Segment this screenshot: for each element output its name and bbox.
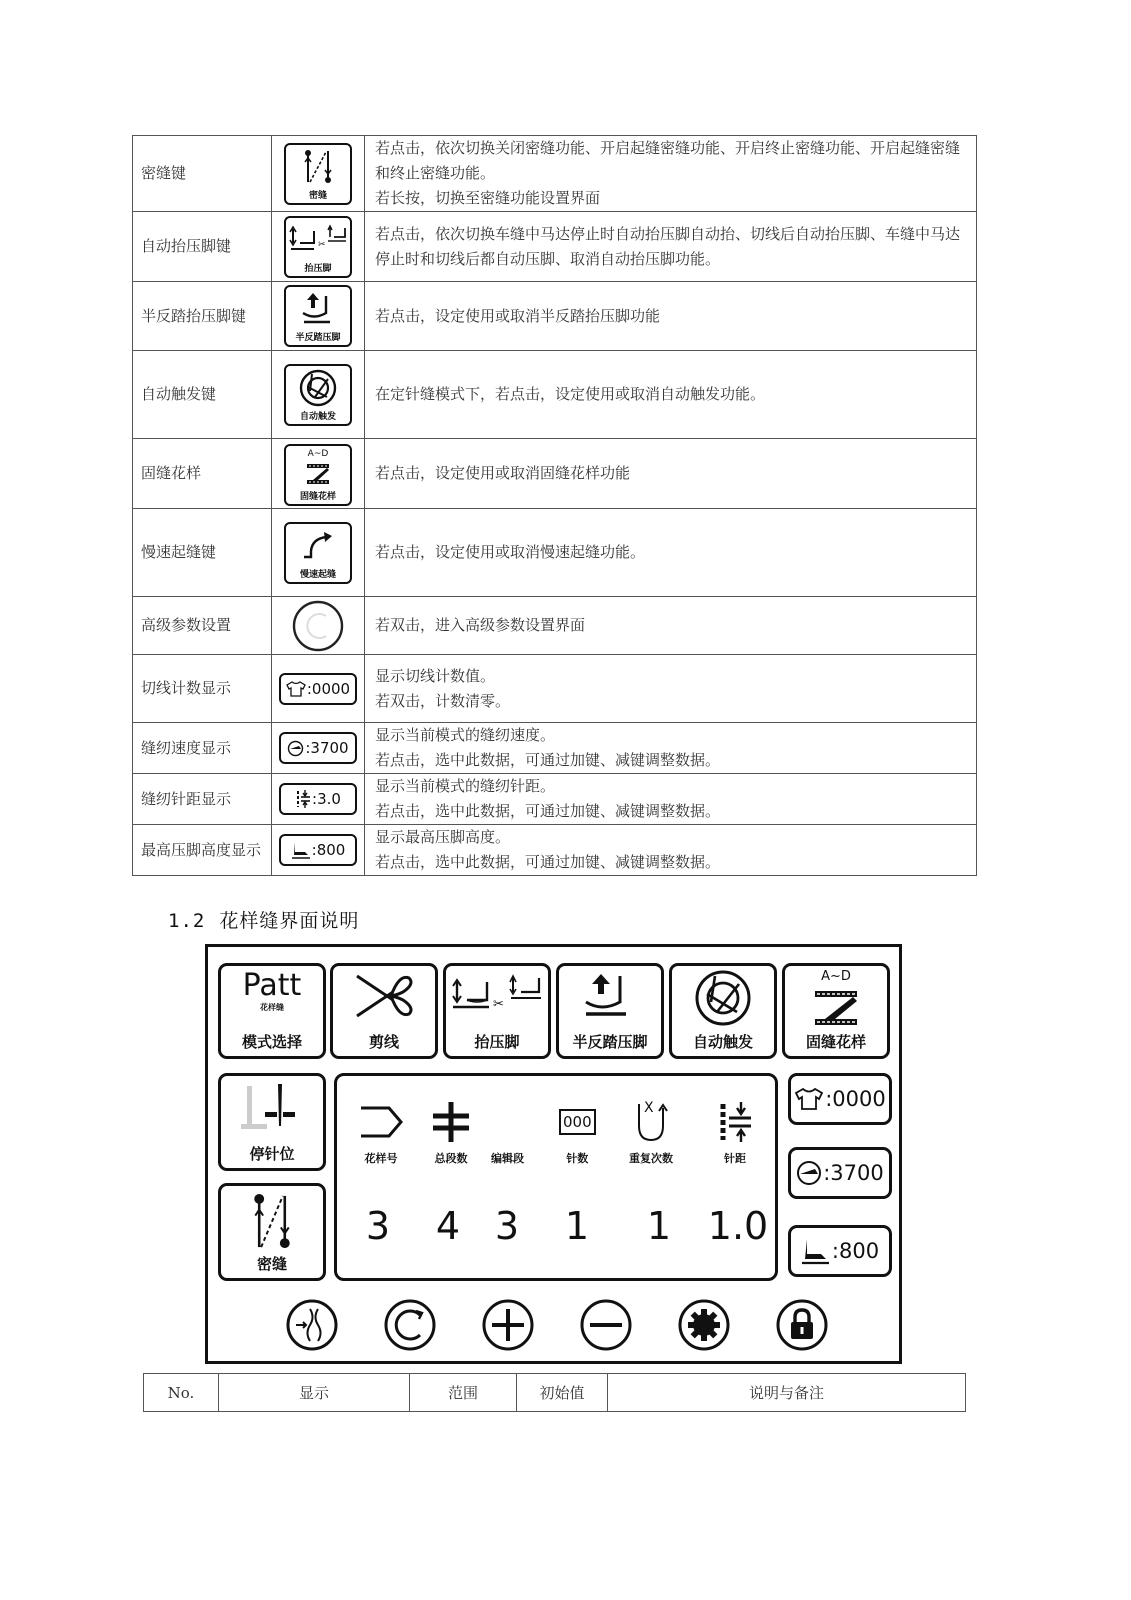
edit-segment-label: 编辑段 bbox=[491, 1152, 524, 1165]
dense-seam-key-icon bbox=[284, 143, 352, 205]
half-heel-presser-button[interactable] bbox=[556, 963, 664, 1059]
table-row bbox=[133, 825, 977, 876]
shirt-counter-icon bbox=[286, 681, 306, 697]
repeat-count-label: 重复次数 bbox=[629, 1152, 673, 1165]
column-header: 说明与备注 bbox=[608, 1374, 966, 1412]
patt-sublabel: 花样缝 bbox=[260, 1003, 284, 1012]
icon-label: 密缝 bbox=[308, 190, 327, 201]
column-header: 显示 bbox=[219, 1374, 410, 1412]
table-row bbox=[133, 282, 977, 351]
repeat-count-value[interactable]: 1 bbox=[646, 1204, 672, 1248]
section-heading bbox=[168, 906, 359, 933]
presser-height-value: :800 bbox=[311, 841, 346, 859]
table-row bbox=[133, 212, 977, 282]
section-number: 1.2 bbox=[168, 910, 206, 932]
shirt-counter-icon bbox=[794, 1087, 824, 1111]
advanced-settings-icon bbox=[291, 599, 345, 653]
description-line: 若点击，设定使用或取消半反踏抬压脚功能 bbox=[375, 306, 661, 325]
presser-height-value: :800 bbox=[831, 1239, 880, 1263]
description-line: 显示最高压脚高度。 bbox=[375, 828, 511, 846]
icon-label: 自动触发 bbox=[299, 411, 336, 422]
description-line: 若长按，切换至密缝功能设置界面 bbox=[375, 189, 601, 207]
bartack-pattern-icon bbox=[813, 989, 859, 1027]
description-line: 若双击，进入高级参数设置界面 bbox=[375, 616, 586, 634]
bartack-pattern-icon bbox=[303, 462, 333, 486]
table-row bbox=[133, 509, 977, 597]
presser-height-button[interactable] bbox=[788, 1225, 892, 1277]
table-header-row bbox=[144, 1374, 966, 1412]
description-line: 若双击，计数清零。 bbox=[375, 691, 511, 710]
icon-label: 半反踏压脚 bbox=[295, 333, 341, 343]
description-line: 若点击，选中此数据，可通过加键、减键调整数据。 bbox=[375, 853, 721, 871]
key-description-table bbox=[132, 135, 977, 876]
table-row bbox=[133, 655, 977, 723]
presser-height-icon bbox=[801, 1236, 831, 1266]
needle-position-icon bbox=[227, 1082, 317, 1142]
pattern-parameter-panel bbox=[334, 1073, 778, 1281]
svg-text:✂: ✂ bbox=[318, 239, 326, 250]
table-row bbox=[133, 351, 977, 439]
presser-height-display bbox=[279, 834, 357, 866]
edit-segment-column[interactable] bbox=[491, 1100, 524, 1166]
half-heel-presser-icon bbox=[580, 970, 640, 1020]
description-line: 若点击，依次切换关闭密缝功能、开启起缝密缝功能、开启终止密缝功能、开启起缝密缝和终止密缝功能。 bbox=[375, 139, 961, 182]
trim-button[interactable] bbox=[330, 963, 438, 1059]
stitch-length-value[interactable]: 1.0 bbox=[707, 1204, 769, 1248]
icon-label: 固缝花样 bbox=[299, 491, 336, 502]
speed-value: :3700 bbox=[305, 739, 349, 757]
key-name: 固缝花样 bbox=[133, 439, 272, 509]
speed-display bbox=[279, 732, 357, 764]
bartack-label: 固缝花样 bbox=[805, 1033, 866, 1051]
slow-start-icon bbox=[298, 527, 338, 563]
stitch-length-label: 针距 bbox=[724, 1152, 746, 1165]
auto-trigger-icon bbox=[298, 369, 338, 407]
table-row bbox=[133, 723, 977, 774]
description-line: 若点击，设定使用或取消固缝花样功能 bbox=[375, 464, 631, 482]
pattern-number-icon bbox=[359, 1100, 403, 1144]
key-name: 慢速起缝键 bbox=[133, 509, 272, 597]
minus-button[interactable] bbox=[580, 1299, 632, 1351]
bartack-pattern-button[interactable] bbox=[782, 963, 890, 1059]
svg-text:✂: ✂ bbox=[493, 997, 504, 1012]
thread-tension-icon bbox=[286, 1299, 338, 1351]
slow-start-key-icon bbox=[284, 522, 352, 584]
pattern-number-column[interactable] bbox=[359, 1100, 403, 1166]
dense-seam-icon bbox=[300, 148, 336, 186]
table-row bbox=[133, 136, 977, 212]
presser-foot-button[interactable] bbox=[443, 963, 551, 1059]
table-row bbox=[133, 774, 977, 825]
thread-counter-value: :0000 bbox=[825, 1087, 886, 1111]
trim-label: 剪线 bbox=[368, 1033, 399, 1051]
stitch-count-icon: 000 bbox=[559, 1109, 596, 1135]
total-segments-label: 总段数 bbox=[434, 1152, 468, 1165]
icon-top-label: A~D bbox=[307, 448, 329, 459]
description-line: 显示切线计数值。 bbox=[375, 666, 496, 685]
repeat-count-column[interactable] bbox=[629, 1100, 673, 1166]
column-header: No. bbox=[144, 1374, 219, 1412]
settings-button[interactable] bbox=[678, 1299, 730, 1351]
total-segments-value[interactable]: 4 bbox=[435, 1204, 461, 1248]
counter-value: :0000 bbox=[306, 679, 351, 698]
speed-gauge-icon bbox=[796, 1160, 822, 1186]
sewing-speed-value: :3700 bbox=[823, 1161, 884, 1185]
advanced-settings-icon bbox=[384, 1299, 436, 1351]
plus-button[interactable] bbox=[482, 1299, 534, 1351]
description-line: 显示当前模式的缝纫速度。 bbox=[375, 726, 556, 744]
counter-display bbox=[279, 673, 357, 705]
repeat-x-mark: X bbox=[644, 1100, 654, 1116]
parameter-table bbox=[143, 1373, 966, 1412]
scissors-icon bbox=[353, 970, 415, 1022]
mode-select-label: 模式选择 bbox=[241, 1033, 302, 1051]
bartack-range-label: A~D bbox=[821, 969, 851, 984]
description-line: 若点击，依次切换车缝中马达停止时自动抬压脚自动抬、切线后自动抬压脚、车缝中马达停止时和切线后都自动压脚、取消自动抬压脚功能。 bbox=[375, 224, 961, 268]
patt-icon: Patt bbox=[242, 968, 302, 1003]
advanced-settings-button[interactable] bbox=[384, 1299, 436, 1351]
auto-trigger-button[interactable] bbox=[669, 963, 777, 1059]
table-row bbox=[133, 439, 977, 509]
auto-presser-foot-icon bbox=[449, 970, 545, 1016]
key-name: 切线计数显示 bbox=[133, 655, 272, 723]
stitch-count-label: 针数 bbox=[566, 1152, 589, 1165]
column-header: 范围 bbox=[410, 1374, 517, 1412]
auto-trigger-label: 自动触发 bbox=[692, 1033, 753, 1051]
dense-seam-button[interactable] bbox=[218, 1183, 326, 1281]
section-title: 花样缝界面说明 bbox=[219, 910, 360, 932]
minus-icon bbox=[580, 1299, 632, 1351]
key-name: 缝纫速度显示 bbox=[133, 723, 272, 774]
stitch-length-value: :3.0 bbox=[312, 790, 341, 808]
key-name: 自动触发键 bbox=[133, 351, 272, 439]
description-line: 在定针缝模式下，若点击，设定使用或取消自动触发功能。 bbox=[375, 385, 766, 403]
description-line: 若点击，设定使用或取消慢速起缝功能。 bbox=[375, 543, 646, 561]
description-line: 若点击，选中此数据，可通过加键、减键调整数据。 bbox=[375, 751, 721, 769]
bartack-key-icon bbox=[284, 444, 352, 506]
edit-segment-value[interactable]: 3 bbox=[494, 1204, 520, 1248]
auto-presser-foot-icon bbox=[288, 221, 348, 257]
stitch-length-display bbox=[279, 783, 357, 815]
key-name: 缝纫针距显示 bbox=[133, 774, 272, 825]
mode-select-button[interactable] bbox=[218, 963, 326, 1059]
icon-label: 慢速起缝 bbox=[299, 569, 336, 580]
total-segments-column[interactable] bbox=[431, 1100, 471, 1166]
gear-icon bbox=[678, 1299, 730, 1351]
presser-foot-label: 抬压脚 bbox=[474, 1033, 520, 1051]
dense-seam-label: 密缝 bbox=[256, 1255, 287, 1273]
description-line: 显示当前模式的缝纫针距。 bbox=[375, 777, 556, 795]
pattern-number-value[interactable]: 3 bbox=[365, 1204, 391, 1248]
pattern-sewing-screen bbox=[205, 944, 902, 1364]
speed-gauge-icon bbox=[287, 740, 304, 757]
stitch-length-column[interactable] bbox=[717, 1100, 753, 1166]
key-name: 高级参数设置 bbox=[133, 597, 272, 655]
dense-seam-icon bbox=[247, 1192, 297, 1253]
thread-tension-button[interactable] bbox=[286, 1299, 338, 1351]
needle-stop-label: 停针位 bbox=[249, 1145, 295, 1163]
sewing-speed-button[interactable] bbox=[788, 1147, 892, 1199]
key-name: 最高压脚高度显示 bbox=[133, 825, 272, 876]
description-line: 若点击，选中此数据，可通过加键、减键调整数据。 bbox=[375, 802, 721, 820]
stitch-length-icon bbox=[295, 789, 311, 809]
pattern-number-label: 花样号 bbox=[364, 1152, 398, 1165]
presser-height-icon bbox=[291, 840, 311, 860]
auto-presser-key-icon bbox=[284, 216, 352, 278]
stitch-count-column[interactable] bbox=[559, 1100, 596, 1166]
thread-counter-button[interactable] bbox=[788, 1073, 892, 1125]
needle-stop-position-button[interactable] bbox=[218, 1073, 326, 1171]
plus-icon bbox=[482, 1299, 534, 1351]
icon-label: 抬压脚 bbox=[304, 263, 332, 274]
key-name: 密缝键 bbox=[133, 136, 272, 212]
column-header: 初始值 bbox=[517, 1374, 608, 1412]
auto-trigger-icon bbox=[693, 970, 753, 1026]
stitch-length-icon bbox=[717, 1100, 753, 1144]
key-name: 自动抬压脚键 bbox=[133, 212, 272, 282]
half-heel-key-icon bbox=[284, 285, 352, 347]
lock-icon bbox=[776, 1299, 828, 1351]
auto-trigger-key-icon bbox=[284, 364, 352, 426]
half-heel-label: 半反踏压脚 bbox=[572, 1033, 648, 1051]
half-heel-presser-icon bbox=[298, 290, 338, 326]
lock-button[interactable] bbox=[776, 1299, 828, 1351]
stitch-count-value[interactable]: 1 bbox=[564, 1204, 590, 1248]
key-name: 半反踏抬压脚键 bbox=[133, 282, 272, 351]
total-segments-icon bbox=[431, 1100, 471, 1144]
table-row bbox=[133, 597, 977, 655]
